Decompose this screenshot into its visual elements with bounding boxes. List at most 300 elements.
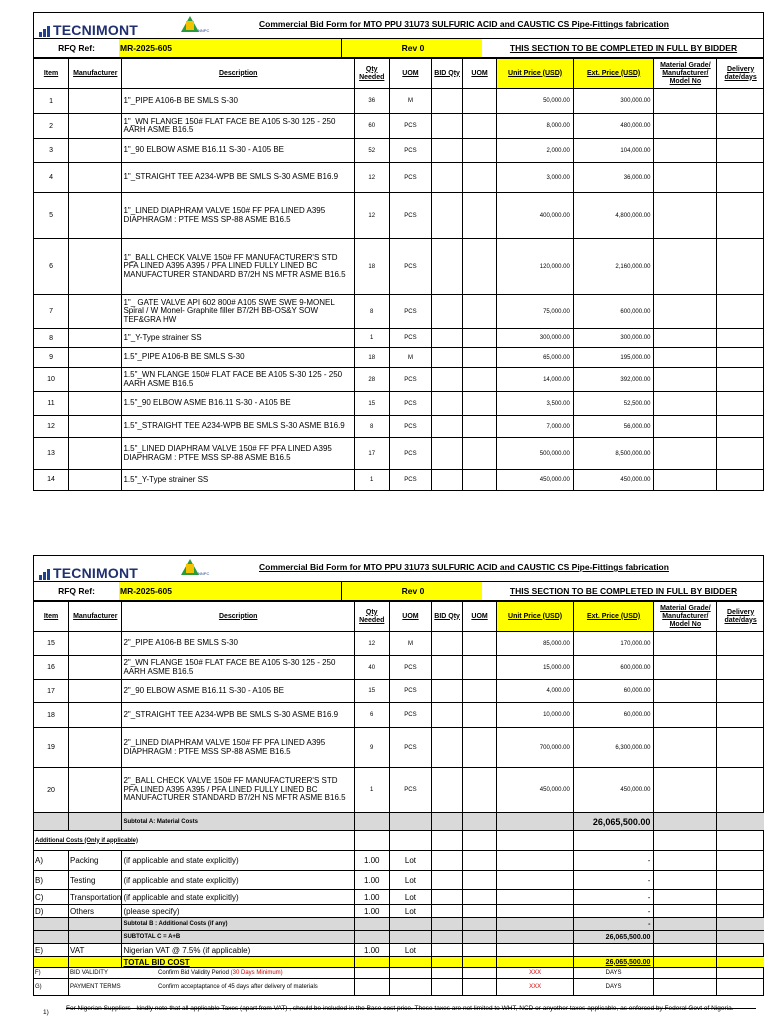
validity-name: BID VALIDITY	[70, 970, 108, 976]
bid-qty-cell[interactable]	[432, 163, 462, 193]
uom-cell: PCS	[389, 728, 432, 768]
manufacturer-cell[interactable]	[69, 470, 122, 490]
table-row	[34, 768, 764, 813]
col-unit-price: Unit Price (USD)	[497, 602, 573, 632]
bid-qty-cell[interactable]	[432, 438, 462, 470]
ext-price-cell: 56,000.00	[573, 416, 654, 438]
manufacturer-cell[interactable]	[69, 295, 122, 329]
nnpc-logo	[181, 16, 209, 36]
bid-qty-cell[interactable]	[432, 348, 462, 368]
item-number: 14	[34, 470, 69, 490]
col-item: Item	[34, 59, 69, 89]
material-grade-cell[interactable]	[654, 728, 717, 768]
delivery-cell[interactable]	[717, 768, 764, 813]
manufacturer-cell[interactable]	[69, 163, 122, 193]
additional-heading-row	[34, 831, 764, 851]
additional-packing-row	[34, 851, 764, 871]
description-cell: 1"_WN FLANGE 150# FLAT FACE BE A105 S-30 125 - 250 AARH ASME B16.5	[122, 114, 355, 139]
bid-uom-cell[interactable]	[462, 368, 497, 392]
item-number: 18	[34, 703, 69, 728]
table-row	[34, 193, 764, 239]
vat-row	[34, 944, 764, 957]
material-grade-cell[interactable]	[654, 656, 717, 680]
unit-price-cell: 15,000.00	[497, 656, 573, 680]
payment-name: PAYMENT TERMS	[70, 983, 121, 990]
item-number: 8	[34, 329, 69, 348]
ext-price-cell: 170,000.00	[573, 632, 654, 656]
bid-uom-cell[interactable]	[462, 163, 497, 193]
delivery-cell[interactable]	[717, 239, 764, 295]
bid-qty-cell[interactable]	[432, 416, 462, 438]
bid-uom-cell[interactable]	[462, 295, 497, 329]
unit-price-cell: 4,000.00	[497, 680, 573, 703]
testing-qty: 1.00	[354, 871, 389, 890]
bid-qty-cell[interactable]	[432, 193, 462, 239]
others-uom: Lot	[389, 905, 432, 918]
payment-row	[34, 979, 764, 995]
subtotal-b-value: -	[573, 918, 654, 931]
unit-price-cell: 450,000.00	[497, 470, 573, 490]
col-uom: UOM	[389, 602, 432, 632]
description-cell: 2"_90 ELBOW ASME B16.11 S-30 - A105 BE	[122, 680, 355, 703]
delivery-cell[interactable]	[717, 163, 764, 193]
unit-price-cell: 8,000.00	[497, 114, 573, 139]
bid-qty-cell[interactable]	[432, 329, 462, 348]
unit-price-cell: 3,000.00	[497, 163, 573, 193]
ext-price-cell: 300,000.00	[573, 329, 654, 348]
description-cell: 1.5"_STRAIGHT TEE A234-WPB BE SMLS S-30 ASME B16.9	[122, 416, 355, 438]
nnpc-label: NNPC	[198, 571, 210, 576]
payment-unit: DAYS	[573, 979, 654, 995]
uom-cell: PCS	[389, 114, 432, 139]
manufacturer-cell[interactable]	[69, 728, 122, 768]
material-grade-cell[interactable]	[654, 703, 717, 728]
item-number: 5	[34, 193, 69, 239]
delivery-cell[interactable]	[717, 416, 764, 438]
col-description: Description	[122, 602, 355, 632]
unit-price-cell: 2,000.00	[497, 139, 573, 163]
col-qty-needed: Qty Needed	[354, 59, 389, 89]
delivery-cell[interactable]	[717, 680, 764, 703]
table-row	[34, 239, 764, 295]
vat-name: VAT	[69, 944, 122, 957]
delivery-cell[interactable]	[717, 295, 764, 329]
validity-code: F)	[34, 968, 69, 979]
ext-price-cell: 600,000.00	[573, 295, 654, 329]
uom-cell: PCS	[389, 329, 432, 348]
transportation-name: Transportation	[69, 890, 122, 905]
description-cell: 1"_ GATE VALVE API 602 800# A105 SWE SWE 9-MONEL Spiral / W Monel- Graphite filler B7/2H BB-OS&Y SOW TEF&GRA HW	[122, 295, 355, 329]
others-qty: 1.00	[354, 905, 389, 918]
rfq-row	[34, 582, 763, 601]
table-row	[34, 329, 764, 348]
col-manufacturer: Manufacturer	[69, 602, 122, 632]
company-name: TECNIMONT	[53, 565, 139, 581]
tecnimont-mark-icon	[39, 569, 50, 580]
bid-form-page-2	[33, 555, 764, 996]
validity-unit: DAYS	[573, 968, 654, 979]
bid-uom-cell[interactable]	[462, 656, 497, 680]
manufacturer-cell[interactable]	[69, 114, 122, 139]
description-cell: 2"_STRAIGHT TEE A234-WPB BE SMLS S-30 ASME B16.9	[122, 703, 355, 728]
delivery-cell[interactable]	[717, 728, 764, 768]
item-number: 2	[34, 114, 69, 139]
bid-uom-cell[interactable]	[462, 438, 497, 470]
ext-price-cell: 104,000.00	[573, 139, 654, 163]
unit-price-cell: 450,000.00	[497, 768, 573, 813]
manufacturer-cell[interactable]	[69, 348, 122, 368]
col-bid-uom: UOM	[462, 602, 497, 632]
subtotal-c-label: SUBTOTAL C = A+B	[122, 931, 355, 944]
material-grade-cell[interactable]	[654, 680, 717, 703]
uom-cell: M	[389, 89, 432, 114]
qty-needed-cell: 52	[354, 139, 389, 163]
bid-qty-cell[interactable]	[432, 656, 462, 680]
item-number: 11	[34, 392, 69, 416]
delivery-cell[interactable]	[717, 392, 764, 416]
bid-uom-cell[interactable]	[462, 632, 497, 656]
manufacturer-cell[interactable]	[69, 656, 122, 680]
unit-price-cell: 300,000.00	[497, 329, 573, 348]
bid-qty-cell[interactable]	[432, 470, 462, 490]
qty-needed-cell: 6	[354, 703, 389, 728]
transportation-value: -	[573, 890, 654, 905]
delivery-cell[interactable]	[717, 139, 764, 163]
items-table	[34, 601, 764, 995]
unit-price-cell: 65,000.00	[497, 348, 573, 368]
bid-qty-cell[interactable]	[432, 239, 462, 295]
ext-price-cell: 195,000.00	[573, 348, 654, 368]
bid-uom-cell[interactable]	[462, 193, 497, 239]
uom-cell: PCS	[389, 680, 432, 703]
others-name: Others	[69, 905, 122, 918]
validity-note-red: (30 Days Minimum)	[230, 970, 283, 976]
testing-name: Testing	[69, 871, 122, 890]
uom-cell: PCS	[389, 656, 432, 680]
transportation-code: C)	[34, 890, 69, 905]
item-number: 17	[34, 680, 69, 703]
delivery-cell[interactable]	[717, 703, 764, 728]
ext-price-cell: 2,160,000.00	[573, 239, 654, 295]
tecnimont-logo	[39, 23, 138, 37]
table-row	[34, 470, 764, 490]
validity-cell	[69, 968, 355, 979]
bid-qty-cell[interactable]	[432, 295, 462, 329]
packing-note: (if applicable and state explicitly)	[122, 851, 355, 871]
validity-value: XXX	[497, 968, 573, 979]
delivery-cell[interactable]	[717, 193, 764, 239]
payment-cell	[69, 979, 355, 995]
manufacturer-cell[interactable]	[69, 703, 122, 728]
col-bid-qty: BID Qty	[432, 602, 462, 632]
items-body	[34, 632, 764, 813]
item-number: 3	[34, 139, 69, 163]
delivery-cell[interactable]	[717, 348, 764, 368]
unit-price-cell: 500,000.00	[497, 438, 573, 470]
manufacturer-cell[interactable]	[69, 680, 122, 703]
uom-cell: PCS	[389, 703, 432, 728]
ext-price-cell: 480,000.00	[573, 114, 654, 139]
transportation-note: (if applicable and state explicitly)	[122, 890, 355, 905]
qty-needed-cell: 15	[354, 392, 389, 416]
manufacturer-cell[interactable]	[69, 392, 122, 416]
uom-cell: PCS	[389, 193, 432, 239]
item-number: 12	[34, 416, 69, 438]
manufacturer-cell[interactable]	[69, 416, 122, 438]
description-cell: 1"_STRAIGHT TEE A234-WPB BE SMLS S-30 ASME B16.9	[122, 163, 355, 193]
ext-price-cell: 8,500,000.00	[573, 438, 654, 470]
bid-uom-cell[interactable]	[462, 348, 497, 368]
delivery-cell[interactable]	[717, 329, 764, 348]
col-item: Item	[34, 602, 69, 632]
unit-price-cell: 120,000.00	[497, 239, 573, 295]
vat-uom: Lot	[389, 944, 432, 957]
uom-cell: PCS	[389, 416, 432, 438]
ext-price-cell: 4,800,000.00	[573, 193, 654, 239]
packing-code: A)	[34, 851, 69, 871]
bid-uom-cell[interactable]	[462, 114, 497, 139]
validity-note: Confirm Bid Validity Period	[158, 970, 231, 976]
ext-price-cell: 392,000.00	[573, 368, 654, 392]
rfq-row	[34, 39, 763, 58]
transportation-qty: 1.00	[354, 890, 389, 905]
nnpc-logo	[181, 559, 209, 579]
uom-cell: M	[389, 348, 432, 368]
footnote-text: For Nigerian Suppliers - kindly note that all applicable Taxes (apart from VAT) , should be included in the Base cost price. These taxes are not limited to WHT, NCD or anyother taxes applicable, as enforced by Federal Govt of Nigeria.	[66, 1005, 734, 1012]
subtotal-a-label: Subtotal A: Material Costs	[122, 813, 355, 831]
manufacturer-cell[interactable]	[69, 368, 122, 392]
description-cell: 1.5"_Y-Type strainer SS	[122, 470, 355, 490]
table-row	[34, 295, 764, 329]
section-note: THIS SECTION TO BE COMPLETED IN FULL BY BIDDER	[509, 586, 738, 596]
subtotal-a-row	[34, 813, 764, 831]
ext-price-cell: 6,300,000.00	[573, 728, 654, 768]
ext-price-cell: 60,000.00	[573, 680, 654, 703]
material-grade-cell[interactable]	[654, 239, 717, 295]
material-grade-cell[interactable]	[654, 193, 717, 239]
material-grade-cell[interactable]	[654, 348, 717, 368]
col-bid-uom: UOM	[462, 59, 497, 89]
others-value: -	[573, 905, 654, 918]
transportation-uom: Lot	[389, 890, 432, 905]
description-cell: 2"_LINED DIAPHRAM VALVE 150# FF PFA LINED A395 DIAPHRAGM : PTFE MSS SP-88 ASME B16.5	[122, 728, 355, 768]
unit-price-cell: 3,500.00	[497, 392, 573, 416]
unit-price-cell: 85,000.00	[497, 632, 573, 656]
bid-qty-cell[interactable]	[432, 632, 462, 656]
description-cell: 1"_PIPE A106-B BE SMLS S-30	[122, 89, 355, 114]
qty-needed-cell: 18	[354, 239, 389, 295]
others-code: D)	[34, 905, 69, 918]
material-grade-cell[interactable]	[654, 139, 717, 163]
manufacturer-cell[interactable]	[69, 89, 122, 114]
qty-needed-cell: 1	[354, 329, 389, 348]
delivery-cell[interactable]	[717, 470, 764, 490]
bid-uom-cell[interactable]	[462, 728, 497, 768]
qty-needed-cell: 12	[354, 163, 389, 193]
material-grade-cell[interactable]	[654, 416, 717, 438]
ext-price-cell: 52,500.00	[573, 392, 654, 416]
delivery-cell[interactable]	[717, 438, 764, 470]
bid-uom-cell[interactable]	[462, 680, 497, 703]
bid-qty-cell[interactable]	[432, 368, 462, 392]
manufacturer-cell[interactable]	[69, 632, 122, 656]
uom-cell: PCS	[389, 438, 432, 470]
revision: Rev 0	[341, 39, 484, 57]
item-number: 10	[34, 368, 69, 392]
col-ext-price: Ext. Price (USD)	[573, 59, 654, 89]
material-grade-cell[interactable]	[654, 114, 717, 139]
bid-uom-cell[interactable]	[462, 416, 497, 438]
description-cell: 2"_WN FLANGE 150# FLAT FACE BE A105 S-30 125 - 250 AARH ASME B16.5	[122, 656, 355, 680]
additional-others-row	[34, 905, 764, 918]
material-grade-cell[interactable]	[654, 632, 717, 656]
material-grade-cell[interactable]	[654, 89, 717, 114]
material-grade-cell[interactable]	[654, 295, 717, 329]
bid-qty-cell[interactable]	[432, 139, 462, 163]
bid-uom-cell[interactable]	[462, 768, 497, 813]
material-grade-cell[interactable]	[654, 768, 717, 813]
manufacturer-cell[interactable]	[69, 193, 122, 239]
bid-uom-cell[interactable]	[462, 329, 497, 348]
company-name: TECNIMONT	[53, 22, 139, 38]
qty-needed-cell: 60	[354, 114, 389, 139]
tecnimont-logo	[39, 566, 138, 580]
bid-uom-cell[interactable]	[462, 703, 497, 728]
uom-cell: PCS	[389, 768, 432, 813]
col-delivery: Delivery date/days	[717, 602, 764, 632]
table-row	[34, 703, 764, 728]
item-number: 7	[34, 295, 69, 329]
qty-needed-cell: 9	[354, 728, 389, 768]
manufacturer-cell[interactable]	[69, 768, 122, 813]
footnote-number: 1)	[43, 1009, 49, 1016]
col-description: Description	[122, 59, 355, 89]
column-header-row	[34, 602, 764, 632]
col-ext-price: Ext. Price (USD)	[573, 602, 654, 632]
qty-needed-cell: 40	[354, 656, 389, 680]
subtotal-c-value: 26,065,500.00	[573, 931, 654, 944]
qty-needed-cell: 15	[354, 680, 389, 703]
material-grade-cell[interactable]	[654, 368, 717, 392]
additional-heading: Additional Costs (Only if applicable)	[34, 831, 354, 851]
additional-transportation-row	[34, 890, 764, 905]
material-grade-cell[interactable]	[654, 392, 717, 416]
bid-qty-cell[interactable]	[432, 114, 462, 139]
revision: Rev 0	[341, 582, 484, 600]
bid-uom-cell[interactable]	[462, 470, 497, 490]
section-note: THIS SECTION TO BE COMPLETED IN FULL BY BIDDER	[509, 43, 738, 53]
material-grade-cell[interactable]	[654, 470, 717, 490]
description-cell: 1.5"_WN FLANGE 150# FLAT FACE BE A105 S-30 125 - 250 AARH ASME B16.5	[122, 368, 355, 392]
qty-needed-cell: 18	[354, 348, 389, 368]
uom-cell: PCS	[389, 470, 432, 490]
table-row	[34, 656, 764, 680]
subtotal-b-row	[34, 918, 764, 931]
material-grade-cell[interactable]	[654, 163, 717, 193]
ext-price-cell: 36,000.00	[573, 163, 654, 193]
description-cell: 2"_BALL CHECK VALVE 150# FF MANUFACTURER'S STD PFA LINED A395 A395 / PFA LINED FULLY LINED BC MANUFACTURER STANDARD B7/2H NS MFTR ASME B16.5	[122, 768, 355, 813]
bid-uom-cell[interactable]	[462, 139, 497, 163]
subtotal-a-value: 26,065,500.00	[573, 813, 654, 831]
item-number: 13	[34, 438, 69, 470]
delivery-cell[interactable]	[717, 632, 764, 656]
material-grade-cell[interactable]	[654, 438, 717, 470]
total-label: TOTAL BID COST	[122, 957, 355, 968]
packing-uom: Lot	[389, 851, 432, 871]
form-title: Commercial Bid Form for MTO PPU 31U73 SULFURIC ACID and CAUSTIC CS Pipe-Fittings fabrication	[259, 19, 669, 29]
total-row	[34, 957, 764, 968]
description-cell: 1"_BALL CHECK VALVE 150# FF MANUFACTURER'S STD PFA LINED A395 A395 / PFA LINED FULLY LINED BC MANUFACTURER STANDARD B7/2H NS MFTR ASME B16.5	[122, 239, 355, 295]
bid-qty-cell[interactable]	[432, 680, 462, 703]
table-row	[34, 632, 764, 656]
delivery-cell[interactable]	[717, 656, 764, 680]
ext-price-cell: 60,000.00	[573, 703, 654, 728]
tecnimont-mark-icon	[39, 26, 50, 37]
uom-cell: PCS	[389, 163, 432, 193]
rfq-value: MR-2025-605	[120, 586, 172, 596]
table-row	[34, 348, 764, 368]
qty-needed-cell: 36	[354, 89, 389, 114]
payment-value: XXX	[497, 979, 573, 995]
table-row	[34, 438, 764, 470]
packing-name: Packing	[69, 851, 122, 871]
bid-uom-cell[interactable]	[462, 239, 497, 295]
uom-cell: PCS	[389, 368, 432, 392]
payment-code: G)	[34, 979, 69, 995]
qty-needed-cell: 8	[354, 295, 389, 329]
qty-needed-cell: 8	[354, 416, 389, 438]
column-header-row	[34, 59, 764, 89]
manufacturer-cell[interactable]	[69, 438, 122, 470]
table-row	[34, 139, 764, 163]
description-cell: 1.5"_90 ELBOW ASME B16.11 S-30 - A105 BE	[122, 392, 355, 416]
form-header	[34, 556, 763, 582]
bid-uom-cell[interactable]	[462, 89, 497, 114]
validity-row	[34, 968, 764, 979]
col-material-grade: Material Grade/ Manufacturer/ Model No	[654, 59, 717, 89]
table-row	[34, 368, 764, 392]
item-number: 19	[34, 728, 69, 768]
col-material-grade: Material Grade/ Manufacturer/ Model No	[654, 602, 717, 632]
subtotal-b-label: Subtotal B : Additional Costs (if any)	[122, 918, 355, 931]
vat-note: Nigerian VAT @ 7.5% (if applicable)	[122, 944, 355, 957]
table-row	[34, 114, 764, 139]
item-number: 4	[34, 163, 69, 193]
manufacturer-cell[interactable]	[69, 139, 122, 163]
table-row	[34, 728, 764, 768]
delivery-cell[interactable]	[717, 89, 764, 114]
items-table	[34, 58, 764, 490]
unit-price-cell: 14,000.00	[497, 368, 573, 392]
uom-cell: PCS	[389, 295, 432, 329]
col-bid-qty: BID Qty	[432, 59, 462, 89]
bid-qty-cell[interactable]	[432, 768, 462, 813]
packing-value: -	[573, 851, 654, 871]
bid-uom-cell[interactable]	[462, 392, 497, 416]
bid-qty-cell[interactable]	[432, 728, 462, 768]
uom-cell: PCS	[389, 139, 432, 163]
bid-qty-cell[interactable]	[432, 703, 462, 728]
material-grade-cell[interactable]	[654, 329, 717, 348]
manufacturer-cell[interactable]	[69, 329, 122, 348]
bid-qty-cell[interactable]	[432, 392, 462, 416]
manufacturer-cell[interactable]	[69, 239, 122, 295]
delivery-cell[interactable]	[717, 368, 764, 392]
description-cell: 1.5"_LINED DIAPHRAM VALVE 150# FF PFA LINED A395 DIAPHRAGM : PTFE MSS SP-88 ASME B16.5	[122, 438, 355, 470]
bid-qty-cell[interactable]	[432, 89, 462, 114]
delivery-cell[interactable]	[717, 114, 764, 139]
description-cell: 1"_90 ELBOW ASME B16.11 S-30 - A105 BE	[122, 139, 355, 163]
